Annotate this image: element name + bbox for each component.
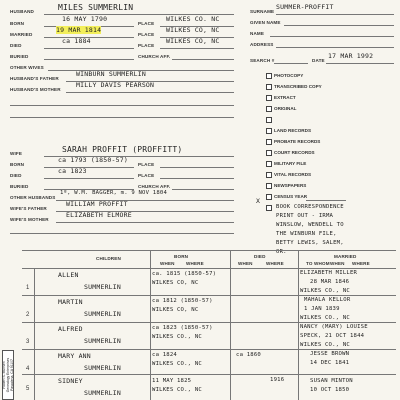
address-line	[276, 47, 394, 48]
child-2-m3: WILKES CO., NC	[300, 315, 350, 321]
wife-church-aff-line	[172, 189, 234, 190]
checkbox-census[interactable]	[266, 194, 272, 200]
blank-line-2	[10, 117, 234, 118]
col-married-when: WHEN	[330, 261, 345, 266]
child-1-born2: WILKES CO, NC	[152, 280, 199, 286]
child-1-m2: 28 MAR 1846	[310, 279, 350, 285]
child-5-m1: SUSAN MINTON	[310, 378, 353, 384]
check-label-military: MILITARY FILE	[274, 161, 307, 166]
check-label-extract: EXTRACT	[274, 95, 296, 100]
checkbox-court[interactable]	[266, 150, 272, 156]
husband-died-date: ca 1884	[62, 37, 91, 45]
col-born-where: WHERE	[186, 261, 204, 266]
col-died: DIED	[254, 254, 266, 259]
married-col-divider	[298, 250, 299, 400]
child-5-num: 5	[26, 386, 30, 392]
husband-married-date: 19 MAR 1814	[56, 26, 102, 34]
wife-born-place-label: PLACE	[138, 162, 155, 167]
child-1-born1: ca. 1815 (1850-57)	[152, 271, 217, 277]
husband-label: HUSBAND	[10, 9, 35, 14]
checkbox-original[interactable]	[266, 106, 272, 112]
checkbox-newspapers[interactable]	[266, 183, 272, 189]
husband-born-place: WILKES CO. NC	[166, 15, 220, 23]
child-4-first: MARY ANN	[58, 352, 91, 360]
husbands-father-label: HUSBAND'S FATHER	[10, 76, 59, 81]
buried-label: BURIED	[10, 54, 29, 59]
child-5-born2: WILKES CO., NC	[152, 387, 202, 393]
other-husbands-label: OTHER HUSBANDS	[10, 195, 56, 200]
row-4-line	[22, 374, 396, 375]
buried-line	[44, 59, 134, 60]
child-4-num: 4	[26, 366, 30, 372]
checkbox-extract[interactable]	[266, 95, 272, 101]
surname-line	[276, 14, 394, 15]
husband-name: MILES SUMMERLIN	[58, 3, 134, 12]
search-label: SEARCH #	[250, 58, 275, 63]
child-1-first: ALLEN	[58, 271, 79, 279]
book-note-5: BETTY LEWIS, SALEM,	[276, 240, 344, 246]
wife-blank-line	[10, 233, 234, 234]
address-label: ADDRESS	[250, 42, 274, 47]
born-place-label: PLACE	[138, 21, 155, 26]
check-label-photocopy: PHOTOCOPY	[274, 73, 304, 78]
col-born: BORN	[174, 254, 189, 259]
check-label-original: ORIGINAL	[274, 106, 297, 111]
church-aff-line	[172, 59, 234, 60]
wifes-mother-value: ELIZABETH ELMORE	[66, 211, 132, 219]
church-aff-label: CHURCH AFF.	[138, 54, 171, 59]
check-label-census: CENSUS YEAR	[274, 194, 308, 199]
wife-born-date: ca 1793 (1850-57)	[58, 156, 128, 164]
name-label: NAME	[250, 31, 265, 36]
child-1-num: 1	[26, 285, 30, 291]
col-married: MARRIED	[334, 254, 357, 259]
child-4-last: SUMMERLIN	[84, 364, 122, 372]
col-died-where: WHERE	[266, 261, 284, 266]
child-2-born1: ca 1812 (1850-57)	[152, 298, 213, 304]
born-col-divider	[150, 250, 151, 400]
given-name-label: GIVEN NAME	[250, 20, 281, 25]
child-1-m1: ELIZABETH MILLER	[300, 270, 358, 276]
checkbox-book[interactable]	[266, 205, 272, 211]
wife-died-line	[44, 178, 134, 179]
table-header-line	[22, 268, 396, 269]
wife-name: SARAH PROFFIT (PROFFITT)	[62, 145, 183, 154]
husband-married-place: WILKES CO, NC	[166, 26, 220, 34]
row-2-line	[22, 322, 396, 323]
row-3-line	[22, 349, 396, 350]
col-died-when: WHEN	[238, 261, 253, 266]
husband-died-place: WILKES CO, NC	[166, 37, 220, 45]
child-4-m2: 14 DEC 1841	[310, 360, 350, 366]
book-x-mark: X	[256, 197, 261, 205]
book-note-3: WINSLOW, WENDELL TO	[276, 222, 344, 228]
married-label: MARRIED	[10, 32, 33, 37]
surname-label: SURNAME	[250, 9, 275, 14]
surname-value: SUMMER-PROFFIT	[276, 3, 334, 11]
other-husbands-value: 1º, W.M. BAGGER, m. 9 NOV 1804	[60, 190, 168, 196]
died-place-line	[160, 48, 234, 49]
row-1-line	[22, 295, 396, 296]
wife-church-aff-label: CHURCH AFF.	[138, 184, 171, 189]
wife-died-date: ca 1823	[58, 167, 87, 175]
child-2-num: 2	[26, 312, 30, 318]
book-note-6: OR.	[276, 249, 287, 255]
checkbox-military[interactable]	[266, 161, 272, 167]
wife-label: WIFE	[10, 151, 23, 156]
date-line	[326, 63, 394, 64]
child-4-died1: ca 1860	[236, 352, 261, 358]
husbands-mother-value: MILLY DAVIS PEARSON	[76, 81, 155, 89]
book-note-1: BOOK CORRESPONDENCE	[276, 204, 344, 210]
husband-born-date: 16 MAY 1790	[62, 15, 108, 23]
child-3-num: 3	[26, 339, 30, 345]
wife-born-label: BORN	[10, 162, 25, 167]
search-line	[274, 63, 308, 64]
table-top-line	[22, 250, 396, 251]
wife-died-place-line	[160, 178, 234, 179]
married-place-label: PLACE	[138, 32, 155, 37]
child-2-m2: 1 JAN 1839	[304, 306, 340, 312]
child-2-m1: MAHALA KELLOR	[304, 297, 351, 303]
child-5-m2: 10 OCT 1850	[310, 387, 350, 393]
child-3-m3: WILKES CO., NC	[300, 342, 350, 348]
wifes-mother-line	[56, 222, 234, 223]
child-3-born2: WILKES CO., NC	[152, 334, 202, 340]
child-3-m1: NANCY (MARY) LOUISE	[300, 324, 368, 330]
child-5-born1: 11 MAY 1825	[152, 378, 192, 384]
born-label: BORN	[10, 21, 25, 26]
publisher-stamp	[2, 350, 14, 400]
wifes-father-label: WIFE'S FATHER	[10, 206, 47, 211]
check-label-probate: PROBATE RECORDS	[274, 139, 321, 144]
date-label: DATE	[312, 58, 325, 63]
checkbox-vital[interactable]	[266, 172, 272, 178]
check-label-land: LAND RECORDS	[274, 128, 312, 133]
wife-buried-label: BURIED	[10, 184, 29, 189]
child-4-born1: ca 1824	[152, 352, 177, 358]
child-2-born2: WILKES CO, NC	[152, 307, 199, 313]
col-married-where: WHERE	[352, 261, 370, 266]
census-year-line	[306, 200, 346, 201]
checkbox-probate[interactable]	[266, 139, 272, 145]
check-label-newspapers: NEWSPAPERS	[274, 183, 307, 188]
child-1-m3: WILKES CO., NC	[300, 288, 350, 294]
checkbox-blank[interactable]	[266, 117, 272, 123]
check-label-court: COURT RECORDS	[274, 150, 315, 155]
died-place-label: PLACE	[138, 43, 155, 48]
num-col-divider	[34, 268, 35, 400]
col-married-towhom: TO WHOM	[306, 261, 330, 266]
wife-born-place-line	[160, 167, 234, 168]
husbands-mother-line	[66, 92, 234, 93]
wife-died-label: DIED	[10, 173, 22, 178]
check-label-transcribed: TRANSCRIBED COPY	[274, 84, 322, 89]
husbands-father-value: WINBURN SUMMERLIN	[76, 70, 146, 78]
other-wives-label: OTHER WIVES	[10, 65, 44, 70]
checkbox-transcribed[interactable]	[266, 84, 272, 90]
child-5-first: SIDNEY	[58, 377, 83, 385]
child-3-m2: SPECK, 21 OCT 1844	[300, 333, 365, 339]
child-4-m1: JESSE BROWN	[310, 351, 350, 357]
died-label: DIED	[10, 43, 22, 48]
child-4-born2: WILKES CO., NC	[152, 361, 202, 367]
publisher-stamp-text: Robert S. Munsen Genealogy Enterprises Pasadena, CA 91107	[1, 357, 15, 393]
checkbox-land[interactable]	[266, 128, 272, 134]
col-children: CHILDREN	[96, 256, 121, 261]
checkbox-photocopy[interactable]	[266, 73, 272, 79]
blank-line-1	[10, 105, 234, 106]
given-name-line	[284, 25, 394, 26]
died-line	[44, 48, 134, 49]
book-note-4: THE WINBURN FILE,	[276, 231, 337, 237]
wifes-father-value: WILLIAM PROFFIT	[66, 200, 128, 208]
search-date-value: 17 MAR 1992	[328, 52, 374, 60]
child-3-born1: ca 1823 (1850-57)	[152, 325, 213, 331]
child-1-last: SUMMERLIN	[84, 283, 122, 291]
child-3-first: ALFRED	[58, 325, 83, 333]
child-5-died1: 1916	[270, 377, 285, 383]
col-born-when: WHEN	[160, 261, 175, 266]
wifes-mother-label: WIFE'S MOTHER	[10, 217, 49, 222]
child-2-last: SUMMERLIN	[84, 310, 122, 318]
name-line	[270, 36, 394, 37]
died-col-divider	[230, 250, 231, 400]
child-5-last: SUMMERLIN	[84, 389, 122, 397]
child-2-first: MARTIN	[58, 298, 83, 306]
wife-died-place-label: PLACE	[138, 173, 155, 178]
book-note-2: PRINT OUT - IRMA	[276, 213, 334, 219]
husbands-mother-label: HUSBAND'S MOTHER	[10, 87, 61, 92]
check-label-vital: VITAL RECORDS	[274, 172, 312, 177]
child-3-last: SUMMERLIN	[84, 337, 122, 345]
